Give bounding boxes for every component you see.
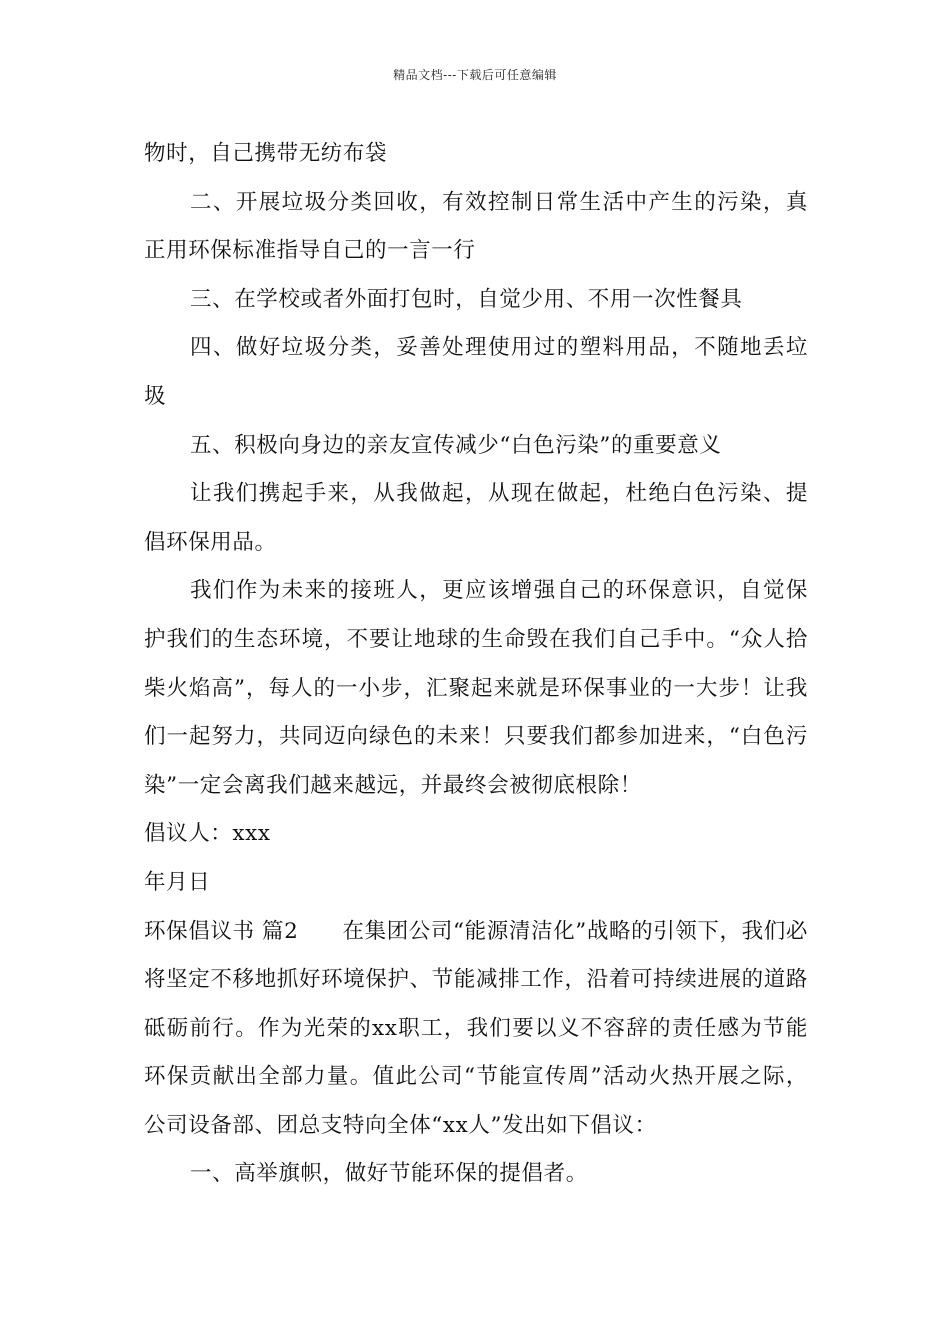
paragraph-item-4: 四、做好垃圾分类，妥善处理使用过的塑料用品，不随地丢垃圾 [144, 335, 808, 409]
paragraph-item-3: 三、在学校或者外面打包时，自觉少用、不用一次性餐具 [190, 286, 743, 312]
paragraph-continued: 物时，自己携带无纺布袋 [144, 141, 388, 166]
section-intro: 在集团公司“能源清洁化”战略的引领下，我们必将坚定不移地抓好环境保护、节能减排工作，沿着可持续进展的道路砥砺前行。作为光荣的xx职工，我们要以义不容辞的责任感为节能环保贡献出全部力量。值此公司“节能宣传周”活动火热开展之际，公司设备部、团总支特向全体“xx人”发出如下倡议： [144, 918, 808, 1138]
paragraph-item-2: 二、开展垃圾分类回收，有效控制日常生活中产生的污染，真正用环保标准指导自己的一言一行 [144, 189, 808, 264]
paragraph-item-5: 五、积极向身边的亲友宣传减少“白色污染”的重要意义 [190, 432, 722, 458]
paragraph-call-to-action: 让我们携起手来，从我做起，从现在做起，杜绝白色污染、提倡环保用品。 [144, 481, 808, 555]
section-paragraph [144, 908, 808, 1151]
date-line: 年月日 [144, 869, 211, 895]
document-body [144, 130, 808, 1199]
signature-line: 倡议人：xxx [144, 821, 271, 847]
section-title: 环保倡议书 篇2 [144, 918, 299, 944]
paragraph-proposal-1: 一、高举旗帜，做好节能环保的提倡者。 [190, 1161, 588, 1187]
paragraph-closing: 我们作为未来的接班人，更应该增强自己的环保意识，自觉保护我们的生态环境，不要让地球的生命毁在我们自己手中。“众人拾柴火焰高”，每人的一小步，汇聚起来就是环保事业的一大步！让我们一起努力，共同迈向绿色的未来！只要我们都参加进来，“白色污染”一定会离我们越来越远，并最终会被彻底根除！ [144, 578, 808, 798]
page-header: 精品文档---下载后可任意编辑 [393, 68, 557, 82]
